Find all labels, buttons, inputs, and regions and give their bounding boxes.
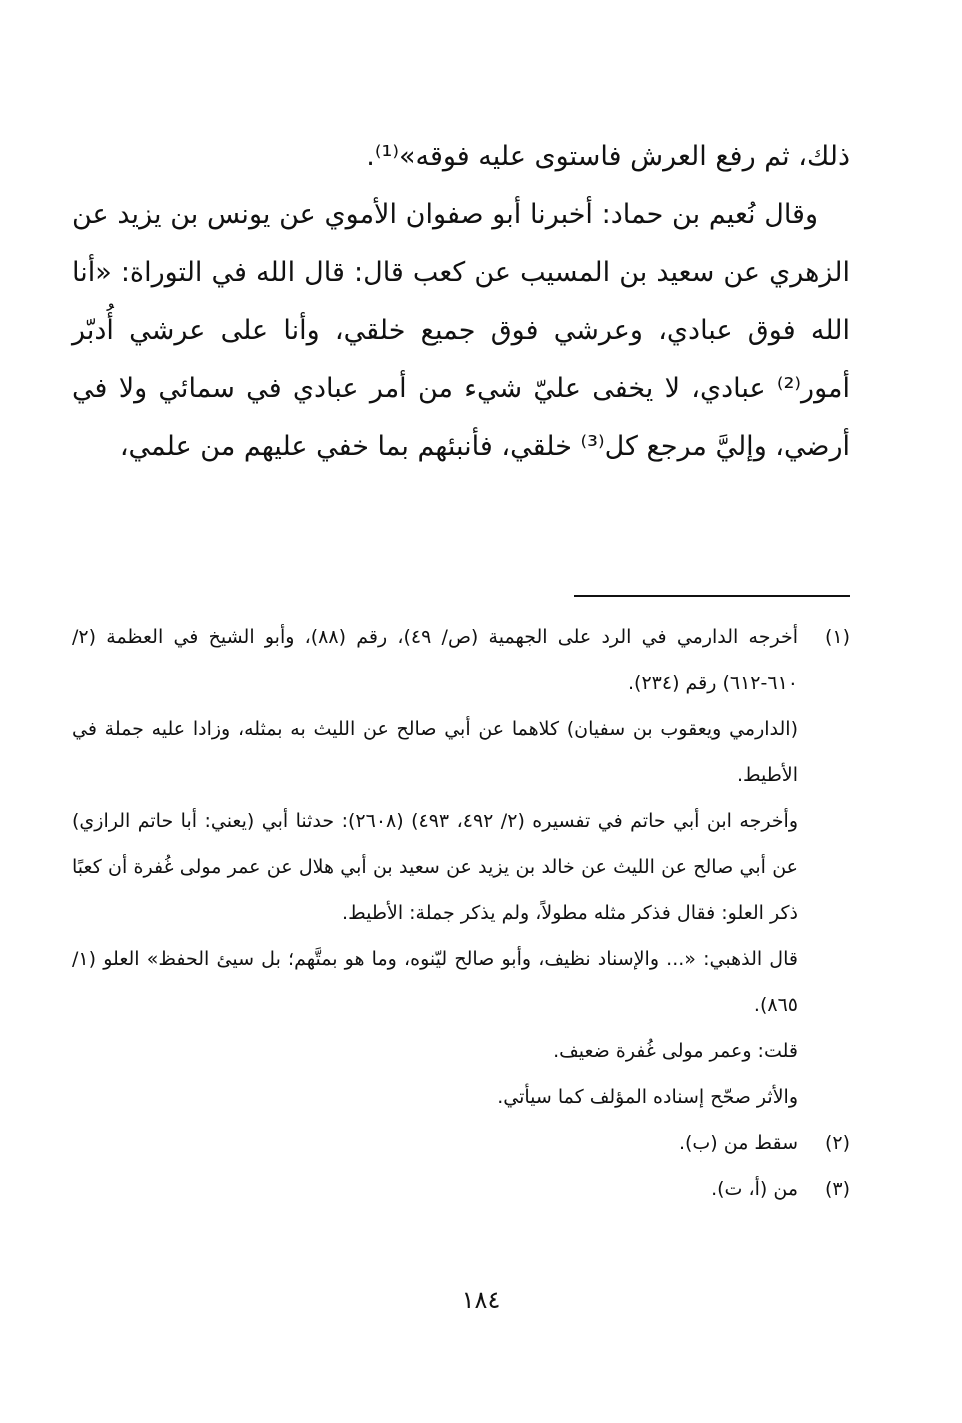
main-text: [72, 128, 850, 476]
footnote-2-number: (٢): [824, 1132, 850, 1154]
main-paragraph-2: وقال نُعيم بن حماد: أخبرنا أبو صفوان الأموي عن يونس بن يزيد عن الزهري عن سعيد بن المسيب عن كعب قال: قال الله في التوراة: «أنا الله فوق عبادي، وعرشي فوق جميع خلقي، وأنا على عرشي أُدبّر أمور⁽²⁾ عبادي، لا يخفى عليّ شيء من أمر عبادي في سمائي ولا في أرضي، وإليَّ مرجع كل⁽³⁾ خلقي، فأنبئهم بما خفي عليهم من علمي،: [72, 199, 850, 462]
footnote-1-number: (١): [824, 626, 850, 648]
footnote-3-number: (٣): [824, 1178, 850, 1200]
main-paragraph-1: ذلك، ثم رفع العرش فاستوى عليه فوقه»⁽¹⁾.: [366, 141, 850, 172]
page-number: ١٨٤: [461, 1286, 501, 1314]
footnote-3-paragraph: من (أ، ت).: [711, 1178, 798, 1200]
footnote-1-paragraph: قال الذهبي: «... والإسناد نظيف، وأبو صالح ليّنوه، وما هو بمتَّهم؛ بل سيئ الحفظ» العلو (١/ ٨٦٥).: [72, 948, 798, 1016]
footnote-2-body: [72, 1120, 798, 1166]
footnote-2: [72, 1120, 850, 1166]
footnote-2-paragraph: سقط من (ب).: [678, 1132, 798, 1154]
footnote-1-body: [72, 614, 798, 1120]
footnotes: [72, 614, 850, 1212]
footnote-3: [72, 1166, 850, 1212]
footnote-3-body: [72, 1166, 798, 1212]
footnote-1-paragraph: قلت: وعمر مولى غُفرة ضعيف.: [553, 1040, 798, 1062]
footnote-1: [72, 614, 850, 1120]
footnote-1-paragraph: وأخرجه ابن أبي حاتم في تفسيره (٢/ ٤٩٢، ٤٩٣) (٢٦٠٨): حدثنا أبي (يعني: أبا حاتم الرازي) عن أبي صالح عن الليث عن خالد بن يزيد عن سعيد بن أبي هلال عن عمر مولى غُفرة أن كعبًا ذكر العلو: فقال فذكر مثله مطولاً، ولم يذكر جملة: الأطيط.: [72, 810, 799, 924]
footnote-separator: [574, 595, 850, 597]
footnote-1-paragraph: والأثر صحّح إسناده المؤلف كما سيأتي.: [497, 1086, 798, 1108]
footnote-1-paragraph: (الدارمي ويعقوب بن سفيان) كلاهما عن أبي صالح عن الليث به بمثله، وزادا عليه جملة في الأطيط.: [72, 718, 798, 786]
footnote-1-paragraph: أخرجه الدارمي في الرد على الجهمية (ص/ ٤٩)، رقم (٨٨)، وأبو الشيخ في العظمة (٢/ ٦١٠-٦١٢) رقم (٢٣٤).: [72, 626, 798, 694]
